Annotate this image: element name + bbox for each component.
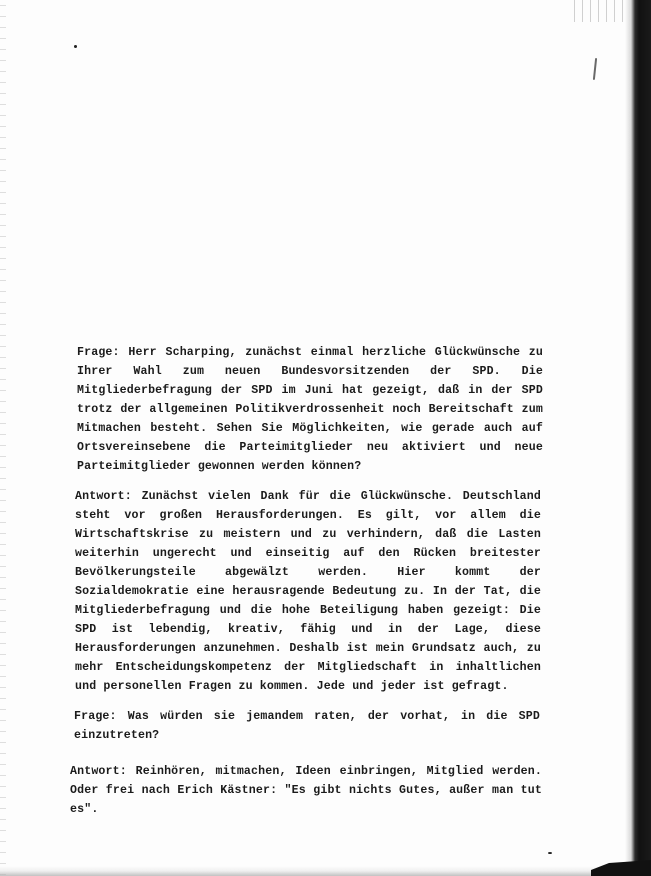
speaker-label: Antwort: (70, 765, 127, 778)
paragraph-text: Zunächst vielen Dank für die Glückwünsche. Deutschland steht vor großen Herausforderungen. Es gilt, vor allem die Wirtschaftskrise zu meistern und zu verhindern, daß die Lasten weiterhin ungerecht und einseitig auf den Rücken breitester Bevölkerungsteile abgewälzt werden. Hier kommt der Sozialdemokratie eine herausragende Bedeutung zu. In der Tat, die Mitgliederbefragung und die hohe Beteiligung haben gezeigt: Die SPD ist lebendig, kreativ, fähig und in der Lage, diese Herausforderungen anzunehmen. Deshalb ist mein Grundsatz auch, zu mehr Entscheidungskompetenz der Mitgliedschaft in inhaltlichen und personellen Fragen zu kommen. Jede und jeder ist gefragt. (75, 490, 541, 693)
paragraph-text: Was würden sie jemandem raten, der vorhat, in die SPD einzutreten? (74, 710, 540, 742)
paragraph-text: Reinhören, mitmachen, Ideen einbringen, Mitglied werden. Oder frei nach Erich Kästner: "Es gibt nichts Gutes, außer man tut es". (70, 765, 543, 816)
scan-edge-left (0, 0, 6, 876)
scan-edge-right (625, 0, 651, 876)
pen-mark (593, 58, 597, 80)
paragraph-text: Herr Scharping, zunächst einmal herzliche Glückwünsche zu Ihrer Wahl zum neuen Bundesvorsitzenden der SPD. Die Mitgliederbefragung der SPD im Juni hat gezeigt, daß in der SPD trotz der allgemeinen Politikverdrossenheit noch Bereitschaft zum Mitmachen besteht. Sehen Sie Möglichkeiten, wie gerade auch auf Ortsvereinsebene die Parteimitglieder neu aktiviert und neue Parteimitglieder gewonnen werden können? (77, 346, 544, 473)
question-paragraph-2 (74, 707, 540, 745)
dust-speck (548, 852, 552, 854)
speaker-label: Antwort: (75, 490, 132, 503)
speaker-label: Frage: (77, 346, 120, 359)
answer-paragraph-1 (75, 487, 541, 696)
scan-edge-bottom (0, 866, 651, 876)
answer-paragraph-2 (70, 762, 542, 819)
question-paragraph-1 (77, 343, 543, 476)
speaker-label: Frage: (74, 710, 117, 723)
dust-speck (74, 45, 77, 48)
